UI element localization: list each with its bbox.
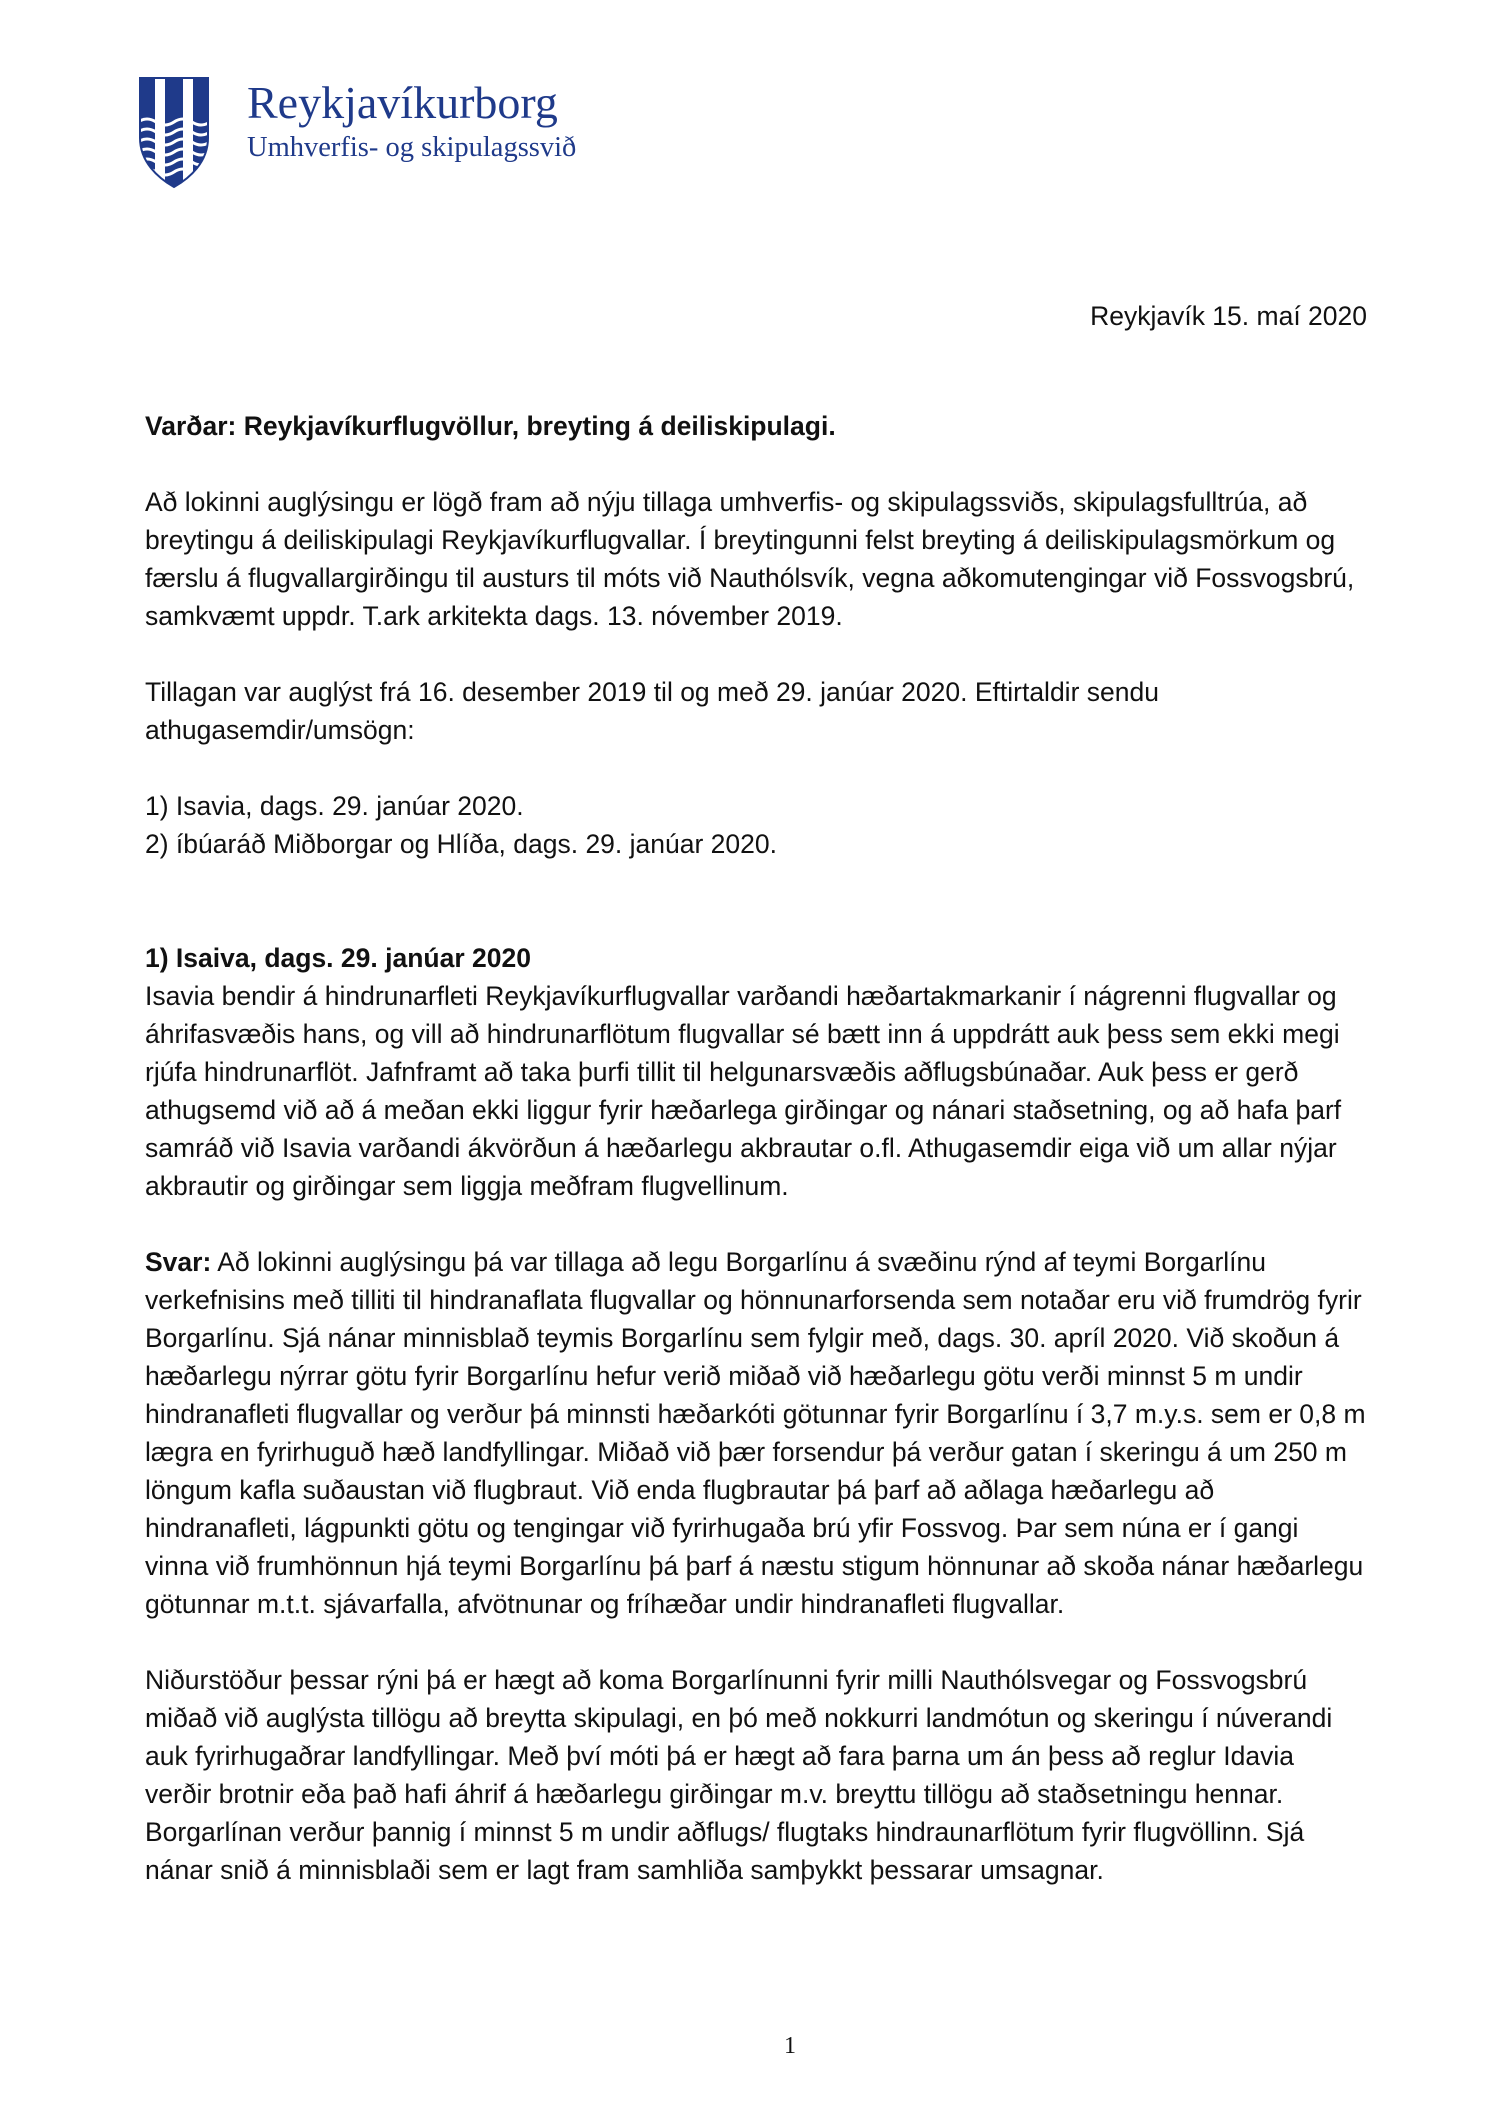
answer-text: Að lokinni auglýsingu þá var tillaga að legu Borgarlínu á svæðinu rýnd af teymi Borgarlínu verkefnisins með tilliti til hindranaflata flugvallar og hönnunarforsenda sem notaðar eru við frumdrög fyrir Borgarlínu. Sjá nánar minnisblað teymis Borgarlínu sem fylgir með, dags. 30. apríl 2020. Við skoðun á hæðarlegu nýrrar götu fyrir Borgarlínu hefur verið miðað við hæðarlegu götu verði minnst 5 m undir hindranafleti flugvallar og verður þá minnsti hæðarkóti götunnar fyrir Borgarlínu í 3,7 m.y.s. sem er 0,8 m lægra en fyrirhuguð hæð landfyllingar. Miðað við þær forsendur þá verður gatan í skeringu á um 250 m löngum kafla suðaustan við flugbraut. Við enda flugbrautar þá þarf að aðlaga hæðarlegu að hindranafleti, lágpunkti götu og tengingar við fyrirhugaða brú yfir Fossvog. Þar sem núna er í gangi vinna við frumhönnun hjá teymi Borgarlínu þá þarf á næstu stigum hönnunar að skoða nánar hæðarlegu götunnar m.t.t. sjávarfalla, afvötnunar og fríhæðar undir hindranafleti flugvallar. <box>145 1247 1366 1619</box>
letter-body <box>145 407 1367 1927</box>
answer-paragraph <box>145 1243 1367 1623</box>
department-name: Umhverfis- og skipulagssvið <box>247 132 577 163</box>
reykjavik-coat-of-arms-icon <box>138 76 210 189</box>
letter-date: Reykjavík 15. maí 2020 <box>1090 301 1367 331</box>
section-text: Isavia bendir á hindrunarfleti Reykjavíkurflugvallar varðandi hæðartakmarkanir í nágrenni flugvallar og áhrifasvæðis hans, og vill að hindrunarflötum flugvallar sé bætt inn á uppdrátt auk þess sem ekki megi rjúfa hindrunarflöt. Jafnframt að taka þurfi tillit til helgunarsvæðis aðflugsbúnaðar. Auk þess er gerð athugsemd við að á meðan ekki liggur fyrir hæðarlega girðingar og nánari staðsetning, og að hafa þarf samráð við Isavia varðandi ákvörðun á hæðarlegu akbrautar o.fl. Athugasemdir eiga við um allar nýjar akbrautir og girðingar sem liggja meðfram flugvellinum. <box>145 981 1342 1201</box>
conclusion-paragraph: Niðurstöður þessar rýni þá er hægt að koma Borgarlínunni fyrir milli Nauthólsvegar og Fossvogsbrú miðað við auglýsta tillögu að breytta skipulagi, en þó með nokkurri landmótun og skeringu í núverandi auk fyrirhugaðrar landfyllingar. Með því móti þá er hægt að fara þarna um án þess að reglur Idavia verðir brotnir eða það hafi áhrif á hæðarlegu girðingar m.v. breyttu tillögu að staðsetningu hennar. Borgarlínan verður þannig í minnst 5 m undir aðflugs/ flugtaks hindraunarflötum fyrir flugvöllinn. Sjá nánar snið á minnisblaði sem er lagt fram samhliða samþykkt þessarar umsagnar. <box>145 1665 1333 1885</box>
section-heading: 1) Isaiva, dags. 29. janúar 2020 <box>145 943 531 973</box>
intro-paragraph: Að lokinni auglýsingu er lögð fram að nýju tillaga umhverfis- og skipulagssviðs, skipulagsfulltrúa, að breytingu á deiliskipulagi Reykjavíkurflugvallar. Í breytingunni felst breyting á deiliskipulagsmörkum og færslu á flugvallargirðingu til austurs til móts við Nauthólsvík, vegna aðkomutengingar við Fossvogsbrú, samkvæmt uppdr. T.ark arkitekta dags. 13. nóvember 2019. <box>145 487 1355 631</box>
page-number: 1 <box>784 2033 796 2059</box>
advertised-paragraph: Tillagan var auglýst frá 16. desember 2019 til og með 29. janúar 2020. Eftirtaldir sendu athugasemdir/umsögn: <box>145 677 1159 745</box>
letter-subject: Varðar: Reykjavíkurflugvöllur, breyting á deiliskipulagi. <box>145 411 836 441</box>
respondent-item: 2) íbúaráð Miðborgar og Hlíða, dags. 29. janúar 2020. <box>145 829 777 859</box>
org-name: Reykjavíkurborg <box>247 77 558 128</box>
respondent-item: 1) Isavia, dags. 29. janúar 2020. <box>145 791 524 821</box>
answer-label: Svar: <box>145 1247 212 1277</box>
